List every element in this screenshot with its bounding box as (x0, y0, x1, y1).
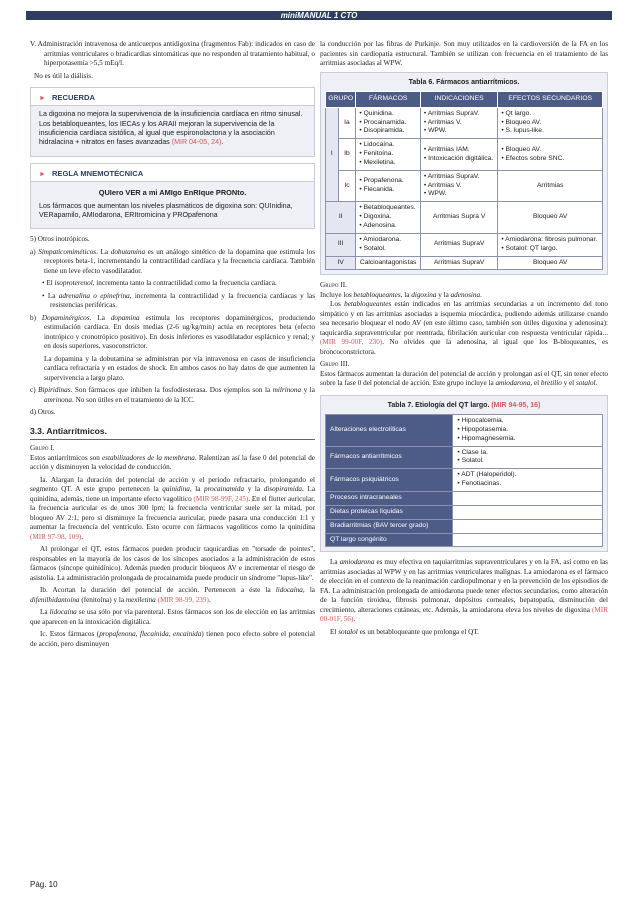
para-ic: Ic. Estos fármacos (propafenona, flecainida, encainida) tienen poco efecto sobre el potencial de acción, pero disminuyen (30, 630, 315, 648)
table-7-grid (325, 414, 603, 547)
table-6-caption: Tabla 6. Fármacos antiarrítmicos. (408, 78, 520, 86)
table-row (326, 233, 603, 256)
para-grupo-ii: Incluye los betabloqueantes, la digoxina y la adenosina. (320, 290, 482, 299)
regla-subtitle: QUIero VER a mi AMIgo EnRIque PRONto. (98, 187, 247, 197)
etiologia-label: QT largo congénito (326, 533, 453, 547)
header-title: miniMANUAL 1 CTO (280, 11, 358, 20)
efectos-cell: Bloqueo AV (498, 256, 603, 270)
group-cell: I (326, 107, 339, 202)
para-grupo-i: Estos antiarrítmicos son estabilizadores de la membrana. Ralentizan así la fase 0 del potencial de acción y disminuyen la velocidad de conducción. (30, 453, 315, 472)
para-betabloqueantes: Los betabloqueantes están indicados en las arritmias secundarias a un incremento del tono simpático y en las arritmias asociadas a isquemia miocárdica, pudiendo además utilizarse cuando sea necesario bloquear el nodo AV (en este último caso, también son útiles digoxina y adenosina): taquicardia supraventricular por reentrada, fibrilación auricular con respuesta ventricular rápida... (MIR 99-00F, 230). No olvides que la adenosina, al igual que los B-bloqueantes, es broncoconstrictora. (320, 300, 609, 356)
para-lidocaina: La lidocaína se usa sólo por vía parenteral. Estos fármacos son los de elección en las arritmias que aparecen en la intoxicación digitálica. (30, 608, 315, 626)
table-row (326, 446, 603, 469)
recuerda-text: La digoxina no mejora la supervivencia de la insuficiencia cardíaca en ritmo sinusal. Los betabloqueantes, los IECAs y los ARAII mejoran la supervivencia de la insuficiencia cardíaca sistólica, al igual que espironolactona y la asociación hidralacina + nitratos en fases avanzadas (MIR 04-05, 24). (39, 110, 303, 147)
table-row (326, 469, 603, 492)
efectos-cell: • Amiodarona: fibrosis pulmonar. • Sotalol: QT largo. (498, 233, 603, 256)
table-header-row (326, 91, 603, 107)
para-ib: Ib. Acortan la duración del potencial de acción. Pertenecen a éste la lidocaína, la difenilhidantoína (fenitoína) y la mexiletina (MIR 98-99, 239). (30, 586, 316, 604)
col-header: FÁRMACOS (356, 91, 421, 107)
table-7 (320, 395, 608, 553)
recuerda-title: RECUERDA (51, 93, 95, 102)
table-row (326, 256, 603, 270)
regla-body (31, 182, 314, 228)
etiologia-value: • Clase Ia. • Solatol. (453, 446, 603, 469)
section-antiarritmicos: 3.3. Antiarrítmicos. (30, 426, 315, 440)
para-bipiridinas: c) Bipiridinas. Son fármacos que inhiben la fosfodiesterasa. Dos ejemplos son la milrinona y la amrinona. No son útiles en el tratamiento de la ICC. (30, 386, 315, 404)
recuerda-box (30, 87, 315, 157)
table-row (326, 505, 603, 519)
farmacos-cell: • Propafenona. • Flecanida. (356, 170, 421, 202)
efectos-cell: Arritmias (498, 170, 603, 202)
recuerda-header (31, 88, 314, 106)
etiologia-label: Procesos intracraneales (326, 492, 453, 506)
recuerda-body (31, 106, 314, 155)
col-header: GRUPO (326, 91, 356, 107)
etiologia-label: Dietas proteicas líquidas (326, 505, 453, 519)
para-dopaminergicos: b) Dopaminérgicos. La dopamina estimula los receptores dopaminérgicos, produciendo estimulación cardíaca. En dosis medias (2-6 ug/kg/min) actúa en receptores beta (efecto inotrópico y cronotrópico positivo). En dosis inferiores es vasodilatador esplácnico y renal; y en dosis superiores, vasoconstrictor. (30, 313, 315, 351)
indicaciones-cell: • Arritmias SupraV. • Arritmias V. • WPW. (420, 170, 497, 202)
indicaciones-cell: Arritmias Supra V (420, 202, 497, 234)
header-bar (0, 0, 638, 23)
regla-text: Los fármacos que aumentan los niveles plasmáticos de digoxina son: QUInidina, VERapamilo, AMIodarona, ERItromicina y PROpafenona (39, 201, 293, 220)
right-column (320, 40, 608, 640)
bullet-isoproterenol: • El isoproterenol, incrementa tanto la contractilidad como la frecuencia cardíaca. (42, 279, 277, 288)
grupo-iii-label: Grupo III. (320, 360, 350, 369)
left-column (30, 40, 315, 652)
group-cell: II (326, 202, 356, 234)
para-simpaticomimeticos: a) Simpaticomiméticos. La dobutamina es un análogo sintético de la dopamina que estimula los receptores beta-1, incrementando la contractilidad cardíaca y la frecuencia cardíaca. También tiene un leve efecto vasodilatador. (30, 247, 315, 275)
etiologia-label: Fármacos psiquiátricos (326, 469, 453, 492)
table-row (326, 107, 603, 139)
subgroup-cell: Ia (338, 107, 356, 139)
farmacos-cell: • Betabloqueantes. • Digoxina. • Adenosina. (356, 202, 421, 234)
grupo-i-label: Grupo I. (30, 444, 55, 453)
efectos-cell: • Bloqueo AV. • Efectos sobre SNC. (498, 139, 603, 171)
page-number: Pág. 10 (30, 880, 58, 889)
para-purkinje: la conducción por las fibras de Purkinje. Son muy utilizados en la cardioversión de la FA en los pacientes sin cardiopatía estructural. También se utilizan con frecuencia en el tratamiento de las arritmias asociadas al WPW. (320, 40, 608, 67)
regla-box (30, 163, 315, 230)
col-header: EFECTOS SECUNDARIOS (498, 91, 603, 107)
indicaciones-cell: • Arritmias SupraV. • Arritmias V. • WPW. (420, 107, 497, 139)
efectos-cell: Bloqueo AV (498, 202, 603, 234)
regla-header (31, 164, 314, 182)
etiologia-value (453, 519, 603, 533)
etiologia-value: • ADT (Haloperidol). • Fenotiacinas. (453, 469, 603, 492)
subgroup-cell: Ib (338, 139, 356, 171)
para-amiodarona: La amiodarona es muy efectiva en taquiarritmias supraventriculares y en la FA, así como en las arritmias asociadas al WPW y en las arritmias ventriculares malignas. La amiodarona es el fármaco de elección en el contexto de la reanimación cardiopulmonar y en la prevención de los episodios de FA. La administración prolongada de amiodarona puede tener efectos secundarios, como alteración de la función tiroidea, fibrosis pulmonar, depósitos corneales, hepatopatía, disminución del crecimiento, alteraciones cutáneas, etc. Además, la amiodarona eleva los niveles de digoxina (MIR 00-01F, 56). (320, 558, 608, 624)
farmacos-cell: Calcioantagonistas (356, 256, 421, 270)
table-row (326, 533, 603, 547)
indicaciones-cell: Arritmias SupraV (420, 256, 497, 270)
para-dialysis: No es útil la diálisis. (34, 71, 93, 80)
table-7-caption: Tabla 7. Etiología del QT largo. (MIR 94-95, 16) (387, 401, 541, 409)
col-header: INDICACIONES (420, 91, 497, 107)
etiologia-value (453, 505, 603, 519)
farmacos-cell: • Amiodarona. • Sotalol. (356, 233, 421, 256)
etiologia-value (453, 533, 603, 547)
farmacos-cell: • Lidocaína. • Fenitoína. • Mexiletina. (356, 139, 421, 171)
regla-title: REGLA MNEMOTÉCNICA (51, 168, 144, 178)
farmacos-cell: • Quinidina. • Procainamida. • Disopiramida. (356, 107, 421, 139)
table-row (326, 492, 603, 506)
para-grupo-iii: Estos fármacos aumentan la duración del potencial de acción y prolongan así el QT, sin tener efecto sobre la fase 0 del potencial de acción. Este grupo incluye la amiodarona, el bretilio y el sotalol. (320, 369, 608, 388)
etiologia-value (453, 492, 603, 506)
bullet-adrenalina: • La adrenalina o epinefrina, incrementa la contractilidad y la frecuencia cardíacas y las resistencias periféricas. (42, 291, 315, 310)
etiologia-label: Bradiarritmias (BAV tercer grado) (326, 519, 453, 533)
para-ia-qt: Al prolongar el QT, estos fármacos pueden producir taquicardias en "torsade de pointes", responsables en la mayoría de los casos de los síncopes asociados a la administración de estos fármacos (síncope quinidínico). Además pueden producir bloqueos AV e incrementar el riesgo de asistolia. La administración prolongada de procainamida puede producir un síndrome "lupus-like". (30, 545, 315, 582)
table-row (326, 170, 603, 202)
table-row (326, 139, 603, 171)
indicaciones-cell: • Arritmias IAM. • Intoxicación digitálica. (420, 139, 497, 171)
indicaciones-cell: Arritmias SupraV (420, 233, 497, 256)
para-sotalol: El sotalol es un betabloqueante que prolonga el QT. (330, 627, 479, 636)
efectos-cell: • Qt largo. • Bloqueo AV. • S. lupus-like. (498, 107, 603, 139)
group-cell: IV (326, 256, 356, 270)
para-otros: d) Otros. (30, 408, 56, 417)
group-cell: III (326, 233, 356, 256)
table-row (326, 202, 603, 234)
triangle-icon: ► (39, 95, 46, 102)
table-6 (320, 72, 608, 276)
subgroup-cell: Ic (338, 170, 356, 202)
etiologia-label: Fármacos antiarrítmicos (326, 446, 453, 469)
para-ia: Ia. Alargan la duración del potencial de acción y el período refractario, prolongando el segmento QT. A este grupo pertenecen la quinidina, la procainamida y la disopiramida. La quinidina, además, tiene un importante efecto vagolítico (MIR 98-99F, 245). En el flutter auricular, la frecuencia auricular es de unos 300 lpm; la frecuencia ventricular suele ser la mitad, por bloqueo AV 2:1, pero si disminuye la frecuencia auricular, puede pasara una conducción 1:1 y aumentar la frecuencia del ventrículo. Esto ocurre con fármacos vagolíticos como la quinidina (MIR 97-98, 109). (30, 475, 316, 541)
para-inotropicos: 5) Otros inotrópicos. (30, 235, 90, 244)
table-row (326, 519, 603, 533)
grupo-ii-label: Grupo II. (320, 281, 347, 290)
para-admin-iv: V. Administración intravenosa de anticuerpos antidigoxina (fragmentos Fab): indicados en caso de arritmias ventriculares o bradicardias sintomáticas que no responden al tratamiento habitual, o hiperpotasemia >5,5 mEq/l. (30, 40, 315, 67)
triangle-icon: ► (39, 170, 46, 178)
para-dopamina-dobutamina: La dopamina y la dobutamina se administran por vía intravenosa en casos de insuficiencia cardíaca refractaria y en estados de shock. En ambos casos no hay datos de que aumenten la supervivencia a largo plazo. (44, 354, 315, 382)
table-6-grid (325, 91, 603, 271)
etiologia-value: • Hipocalcemia. • Hipopotasemia. • Hipomagnesemia. (453, 415, 603, 447)
etiologia-label: Alteraciones electrolíticas (326, 415, 453, 447)
table-row (326, 415, 603, 447)
